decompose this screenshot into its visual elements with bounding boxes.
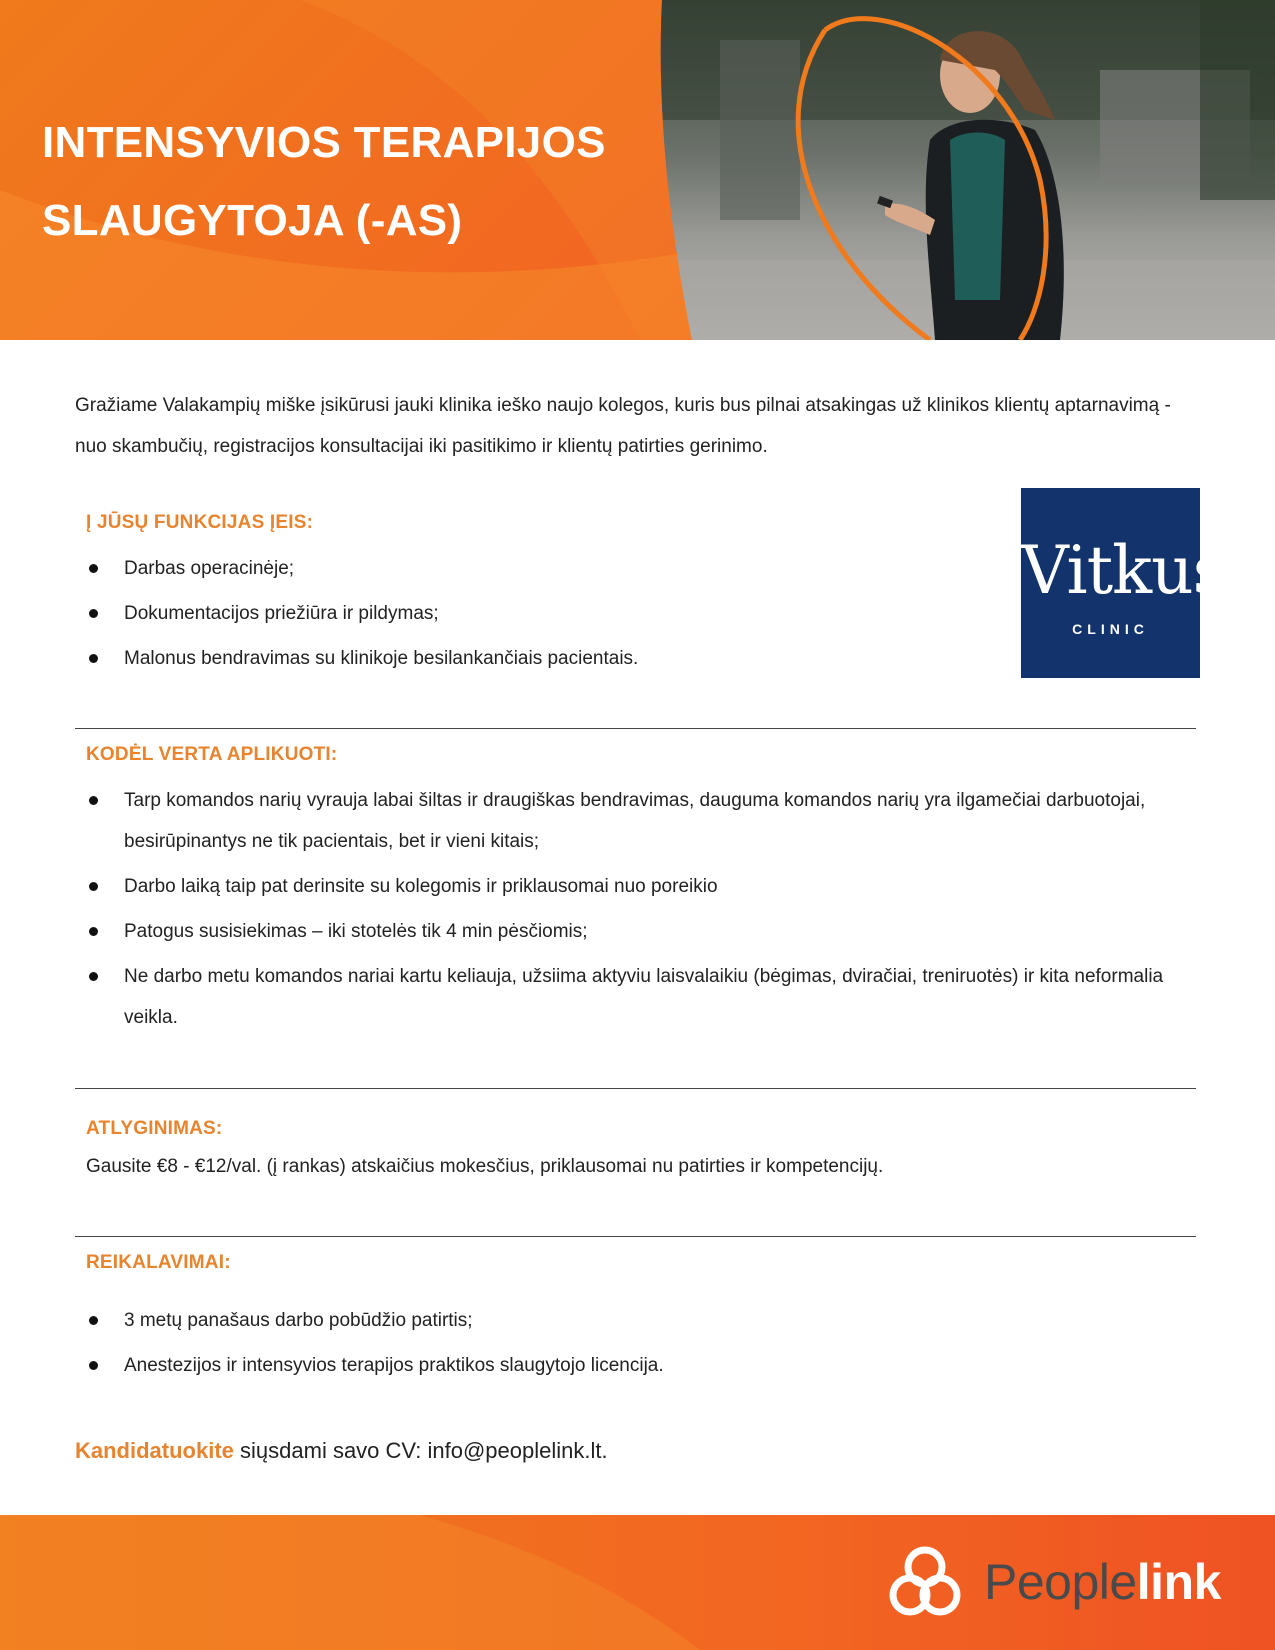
list-item: Dokumentacijos priežiūra ir pildymas; <box>86 593 986 634</box>
list-item: Tarp komandos narių vyrauja labai šiltas ir draugiškas bendravimas, dauguma komandos narių yra ilgamečiai darbuotojai, besirūpinantys ne tik pacientais, bet ir vieni kitais; <box>86 780 1186 862</box>
apply-text[interactable]: siųsdami savo CV: info@peoplelink.lt. <box>233 1438 608 1463</box>
clinic-logo-brand: Vitkus <box>1021 532 1226 609</box>
salary-title: ATLYGINIMAS: <box>86 1118 223 1139</box>
divider <box>75 728 1196 729</box>
title-line-1: INTENSYVIOS TERAPIJOS <box>42 118 606 167</box>
vitkus-clinic-logo <box>1021 488 1226 678</box>
bullet-icon <box>89 796 98 805</box>
list-item: Anestezijos ir intensyvios terapijos praktikos slaugytojo licencija. <box>86 1345 1186 1386</box>
list-item: 3 metų panašaus darbo pobūdžio patirtis; <box>86 1300 1186 1341</box>
list-item: Patogus susisiekimas – iki stotelės tik 4 min pėsčiomis; <box>86 911 1186 952</box>
bullet-icon <box>89 654 98 663</box>
bullet-icon <box>89 882 98 891</box>
apply-accent: Kandidatuokite <box>75 1438 234 1463</box>
bullet-icon <box>89 609 98 618</box>
title-line-2: SLAUGYTOJA (-AS) <box>42 196 463 245</box>
bullet-icon <box>89 927 98 936</box>
intro-paragraph: Gražiame Valakampių miške įsikūrusi jauki klinika ieško naujo kolegos, kuris bus pilnai atsakingas už klinikos klientų aptarnavimą - nuo skambučių, registracijos konsultacijai iki pasitikimo ir klientų patirties gerinimo. <box>75 395 1171 457</box>
header-banner <box>0 0 1275 340</box>
apply-line <box>75 1438 608 1464</box>
why-apply-list <box>86 780 1186 1042</box>
functions-list <box>86 548 986 683</box>
bullet-icon <box>89 972 98 981</box>
requirements-list <box>86 1300 1186 1390</box>
list-item: Darbas operacinėje; <box>86 548 986 589</box>
why-apply-title: KODĖL VERTA APLIKUOTI: <box>86 744 338 765</box>
requirements-title: REIKALAVIMAI: <box>86 1252 231 1273</box>
list-item: Malonus bendravimas su klinikoje besilankančiais pacientais. <box>86 638 986 679</box>
list-item: Ne darbo metu komandos nariai kartu keliauja, užsiima aktyviu laisvalaikiu (bėgimas, dviračiai, treniruotės) ir kita neformalia veikla. <box>86 956 1186 1038</box>
clinic-logo-sub: CLINIC <box>1072 621 1149 637</box>
salary-text: Gausite €8 - €12/val. (į rankas) atskaičius mokesčius, priklausomai nu patirties ir kompetencijų. <box>86 1156 884 1177</box>
bullet-icon <box>89 1316 98 1325</box>
functions-title: Į JŪSŲ FUNKCIJAS ĮEIS: <box>86 512 314 533</box>
footer-banner <box>0 1515 1275 1650</box>
divider <box>75 1088 1196 1089</box>
peoplelink-knot-icon <box>888 1543 962 1627</box>
divider <box>75 1236 1196 1237</box>
list-item: Darbo laiką taip pat derinsite su kolegomis ir priklausomai nuo poreikio <box>86 866 1186 907</box>
peoplelink-wordmark: Peoplelink <box>984 1554 1221 1610</box>
page-title <box>42 104 606 260</box>
bullet-icon <box>89 564 98 573</box>
bullet-icon <box>89 1361 98 1370</box>
